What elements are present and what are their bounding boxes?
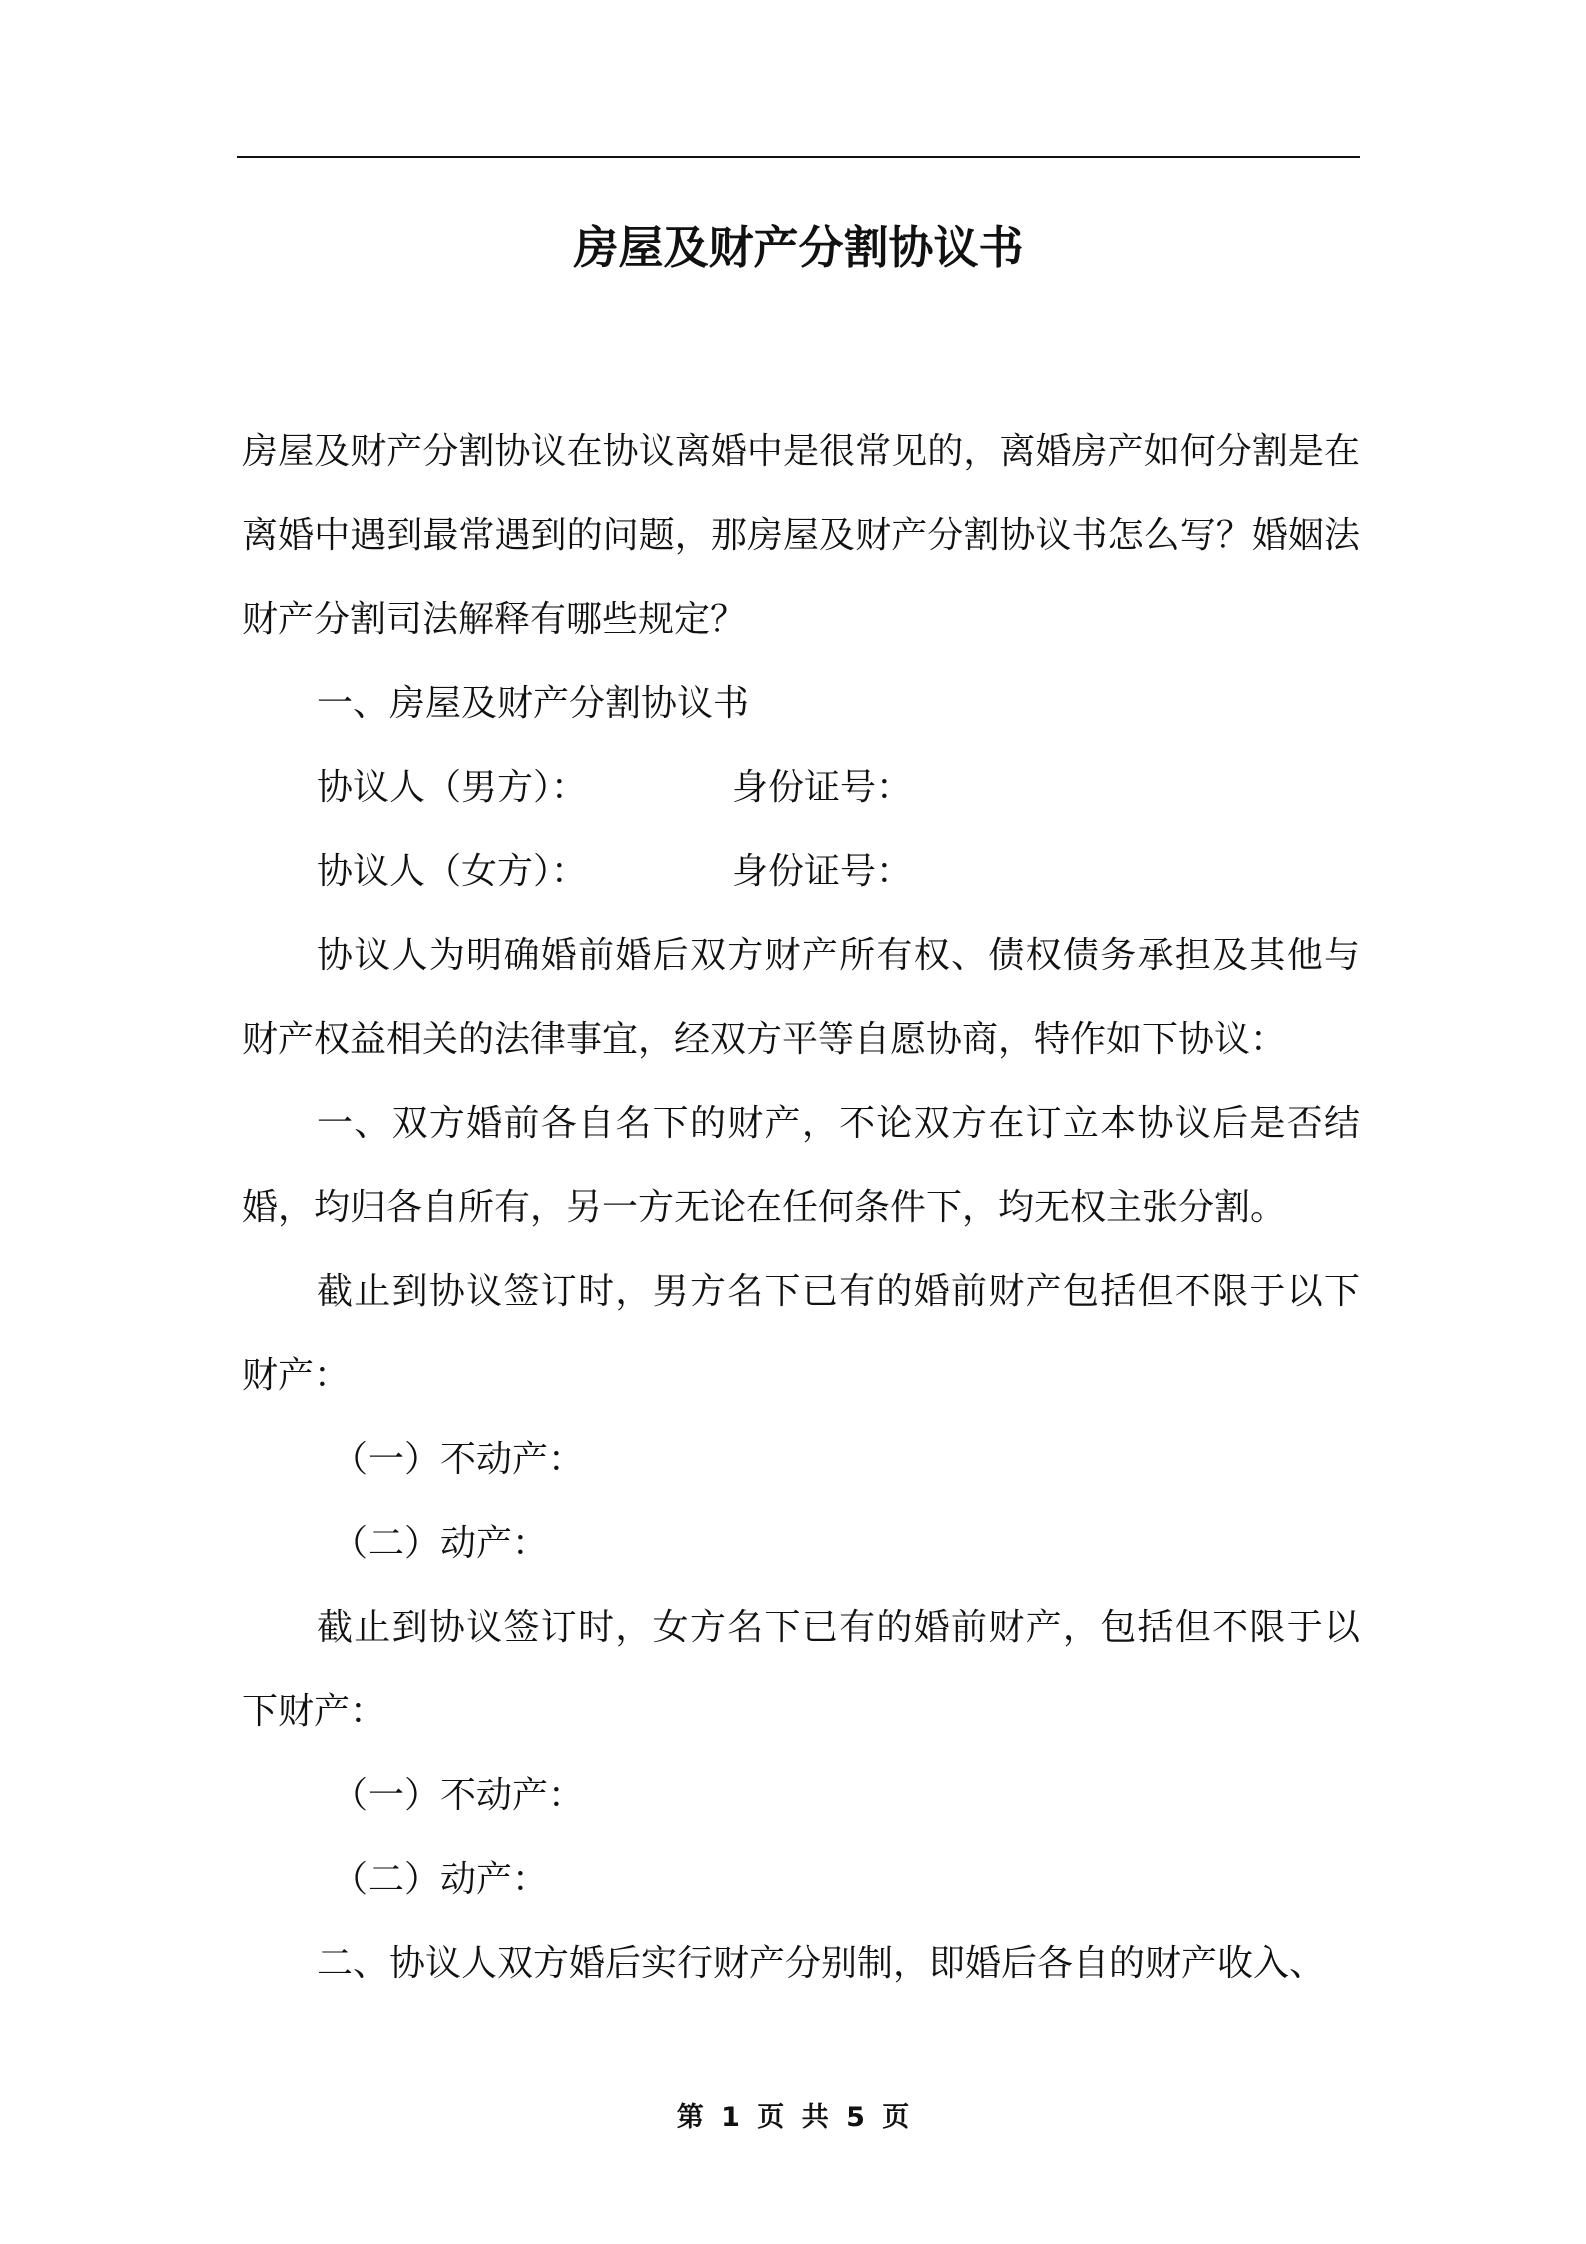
party-label: 协议人（女方）： — [317, 851, 588, 892]
intro-paragraph: 房屋及财产分割协议在协议离婚中是很常见的，离婚房产如何分割是在离婚中遇到最常遇到的问题，那房屋及财产分割协议书怎么写？婚姻法财产分割司法解释有哪些规定？ — [242, 431, 1360, 640]
id-number-label: 身份证号： — [732, 851, 913, 892]
document-body — [242, 410, 1360, 2006]
party-label: 协议人（男方）： — [317, 767, 588, 808]
clause-paragraph: 一、双方婚前各自名下的财产，不论双方在订立本协议后是否结婚，均归各自所有，另一方无论在任何条件下，均无权主张分割。 — [242, 1103, 1360, 1228]
page-number: 第 1 页 共 5 页 — [676, 2102, 910, 2133]
sub-item: （一）不动产： — [332, 1439, 585, 1480]
header-rule — [237, 156, 1360, 158]
clause-paragraph: 二、协议人双方婚后实行财产分别制，即婚后各自的财产收入、 — [317, 1943, 1326, 1984]
clause-paragraph: 协议人为明确婚前婚后双方财产所有权、债权债务承担及其他与财产权益相关的法律事宜，经双方平等自愿协商，特作如下协议： — [242, 935, 1360, 1060]
sub-item: （二）动产： — [332, 1523, 549, 1564]
clause-paragraph: 截止到协议签订时，男方名下已有的婚前财产包括但不限于以下财产： — [242, 1271, 1360, 1396]
section-heading: 一、房屋及财产分割协议书 — [317, 683, 750, 724]
sub-item: （二）动产： — [332, 1859, 549, 1900]
party-row-male — [242, 746, 1360, 830]
sub-item: （一）不动产： — [332, 1775, 585, 1816]
clause-paragraph: 截止到协议签订时，女方名下已有的婚前财产，包括但不限于以下财产： — [242, 1607, 1360, 1732]
document-title: 房屋及财产分割协议书 — [573, 221, 1024, 274]
party-row-female — [242, 830, 1360, 914]
id-number-label: 身份证号： — [732, 767, 913, 808]
